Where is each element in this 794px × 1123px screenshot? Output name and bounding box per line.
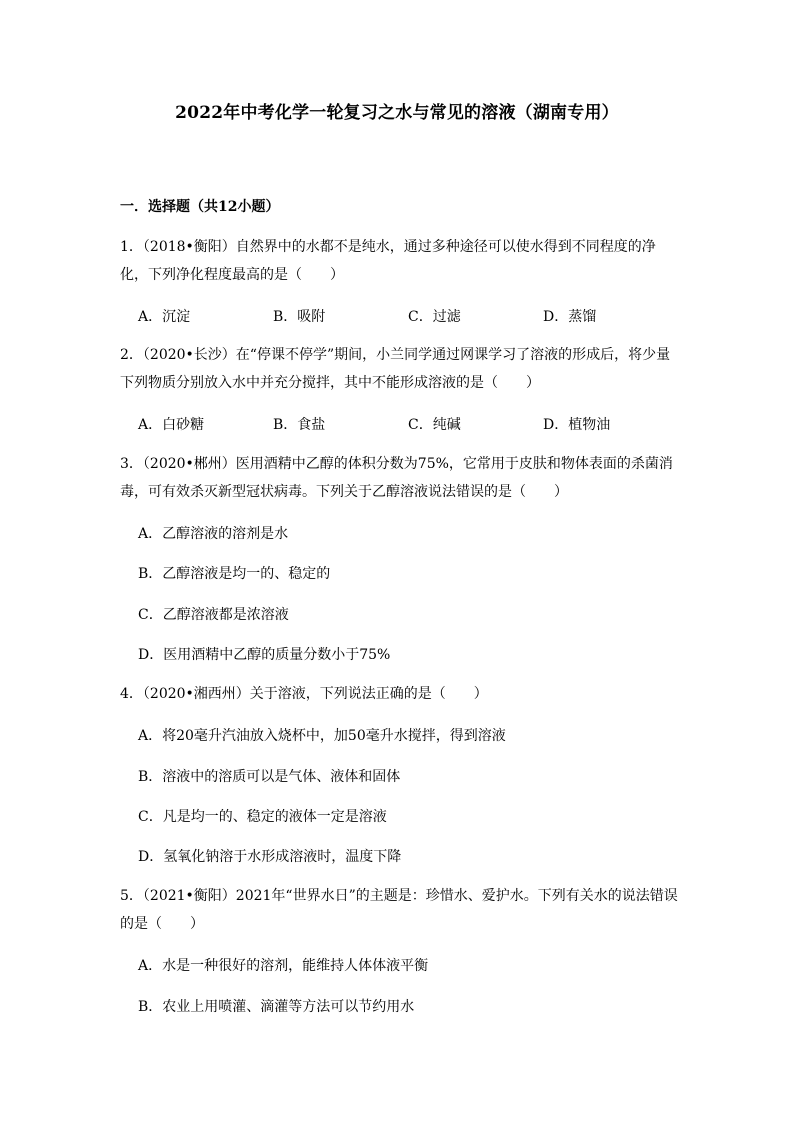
question-1-options <box>138 306 678 326</box>
option-b: B．吸附 <box>273 309 326 325</box>
option-a: A．水是一种很好的溶剂，能维持人体体液平衡 <box>138 958 429 974</box>
page-title: 2022年中考化学一轮复习之水与常见的溶液（湖南专用） <box>175 103 619 123</box>
option-b: B．农业上用喷灌、滴灌等方法可以节约用水 <box>138 999 415 1015</box>
option-d: D．蒸馏 <box>543 309 597 325</box>
question-5-stem: 5．（2021•衡阳）2021年“世界水日”的主题是：珍惜水、爱护水。下列有关水的说法错误的是（ ） <box>120 888 678 932</box>
option-b: B．食盐 <box>273 417 326 433</box>
option-b: B．溶液中的溶质可以是气体、液体和固体 <box>138 769 401 785</box>
question-2-stem: 2．（2020•长沙）在“停课不停学”期间，小兰同学通过网课学习了溶液的形成后，将少量下列物质分别放入水中并充分搅拌，其中不能形成溶液的是（ ） <box>120 347 671 391</box>
option-c: C．过滤 <box>408 309 461 325</box>
option-d: D．氢氧化钠溶于水形成溶液时，温度下降 <box>138 849 402 865</box>
question-4-stem: 4．（2020•湘西州）关于溶液，下列说法正确的是（ ） <box>120 686 488 702</box>
option-d: D．医用酒精中乙醇的质量分数小于75% <box>138 647 391 663</box>
option-a: A．将20毫升汽油放入烧杯中，加50毫升水搅拌，得到溶液 <box>138 728 506 744</box>
section-heading: 一．选择题（共12小题） <box>120 199 280 215</box>
option-a: A．乙醇溶液的溶剂是水 <box>138 526 289 542</box>
option-b: B．乙醇溶液是均一的、稳定的 <box>138 566 331 582</box>
option-a: A．沉淀 <box>138 309 191 325</box>
option-c: C．纯碱 <box>408 417 461 433</box>
option-a: A．白砂糖 <box>138 417 205 433</box>
question-1-stem: 1．（2018•衡阳）自然界中的水都不是纯水，通过多种途径可以使水得到不同程度的净化，下列净化程度最高的是（ ） <box>120 239 656 283</box>
option-c: C．凡是均一的、稳定的液体一定是溶液 <box>138 809 387 825</box>
option-c: C．乙醇溶液都是浓溶液 <box>138 607 289 623</box>
question-3-stem: 3．（2020•郴州）医用酒精中乙醇的体积分数为75%，它常用于皮肤和物体表面的杀菌消毒，可有效杀灭新型冠状病毒。下列关于乙醇溶液说法错误的是（ ） <box>120 456 673 500</box>
option-d: D．植物油 <box>543 417 611 433</box>
question-2-options <box>138 414 678 434</box>
